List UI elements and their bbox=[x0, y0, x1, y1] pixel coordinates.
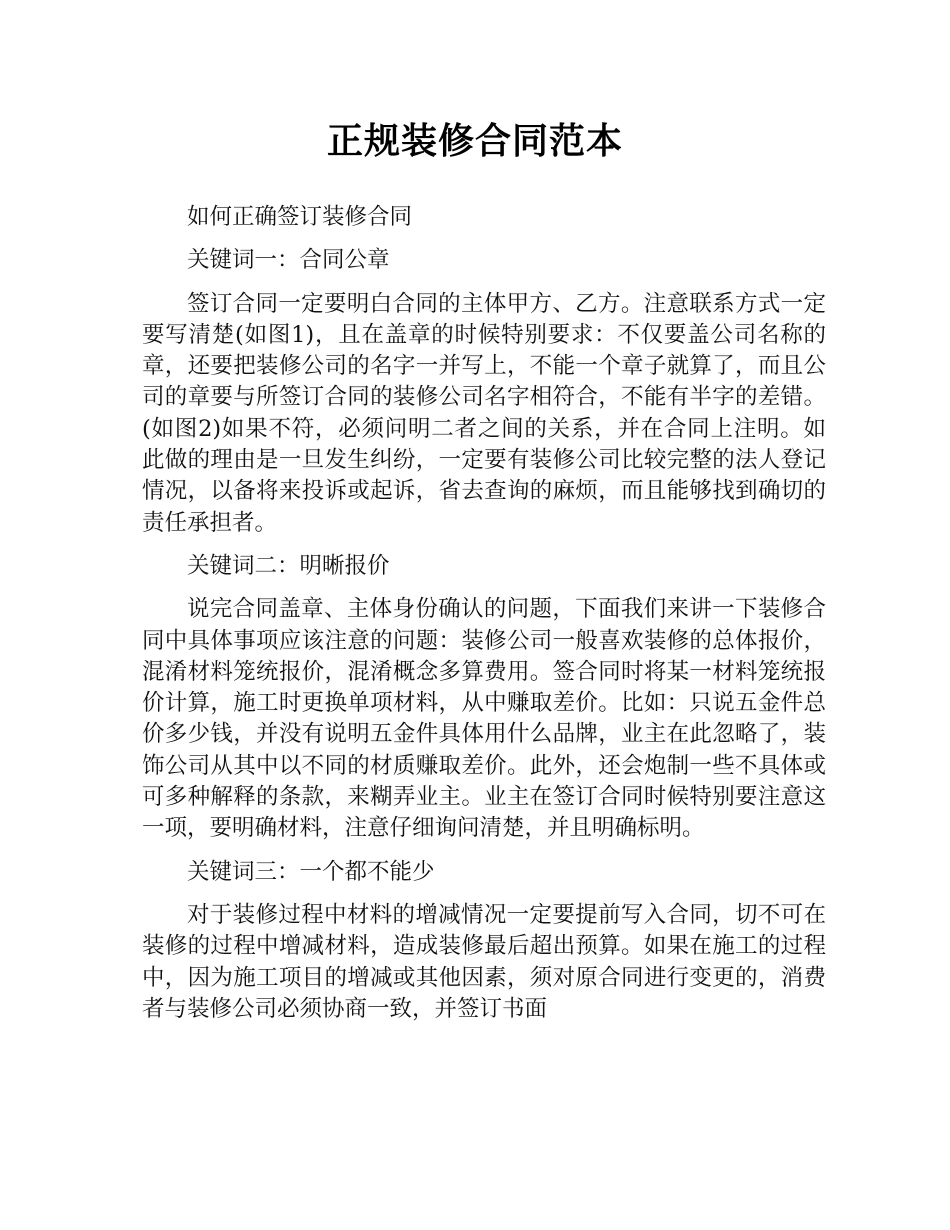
keyword-3-paragraph: 对于装修过程中材料的增减情况一定要提前写入合同，切不可在装修的过程中增减材料，造成装修最后超出预算。如果在施工的过程中，因为施工项目的增减或其他因素，须对原合同进行变更的，消费者与装修公司必须协商一致，并签订书面 bbox=[142, 901, 826, 1022]
keyword-1-paragraph: 签订合同一定要明白合同的主体甲方、乙方。注意联系方式一定要写清楚(如图1)，且在盖章的时候特别要求：不仅要盖公司名称的章，还要把装修公司的名字一并写上，不能一个章子就算了，而且公司的章要与所签订合同的装修公司名字相符合，不能有半字的差错。(如图2)如果不符，必须问明二者之间的关系，并在合同上注明。如此做的理由是一旦发生纠纷，一定要有装修公司比较完整的法人登记情况，以备将来投诉或起诉，省去查询的麻烦，而且能够找到确切的责任承担者。 bbox=[142, 290, 826, 536]
document-body bbox=[142, 202, 826, 1037]
keyword-3-heading: 关键词三：一个都不能少 bbox=[187, 858, 435, 885]
keyword-1-heading: 关键词一：合同公章 bbox=[187, 247, 390, 274]
keyword-2-heading: 关键词二：明晰报价 bbox=[187, 552, 390, 579]
subtitle-how-to-sign: 如何正确签订装修合同 bbox=[187, 204, 413, 230]
document-title: 正规装修合同范本 bbox=[326, 121, 623, 162]
keyword-2-paragraph: 说完合同盖章、主体身份确认的问题，下面我们来讲一下装修合同中具体事项应该注意的问题：装修公司一般喜欢装修的总体报价，混淆材料笼统报价，混淆概念多算费用。签合同时将某一材料笼统报价计算，施工时更换单项材料，从中赚取差价。比如：只说五金件总价多少钱，并没有说明五金件具体用什么品牌，业主在此忽略了，装饰公司从其中以不同的材质赚取差价。此外，还会炮制一些不具体或可多种解释的条款，来糊弄业主。业主在签订合同时候特别要注意这一项，要明确材料，注意仔细询问清楚，并且明确标明。 bbox=[142, 596, 826, 842]
